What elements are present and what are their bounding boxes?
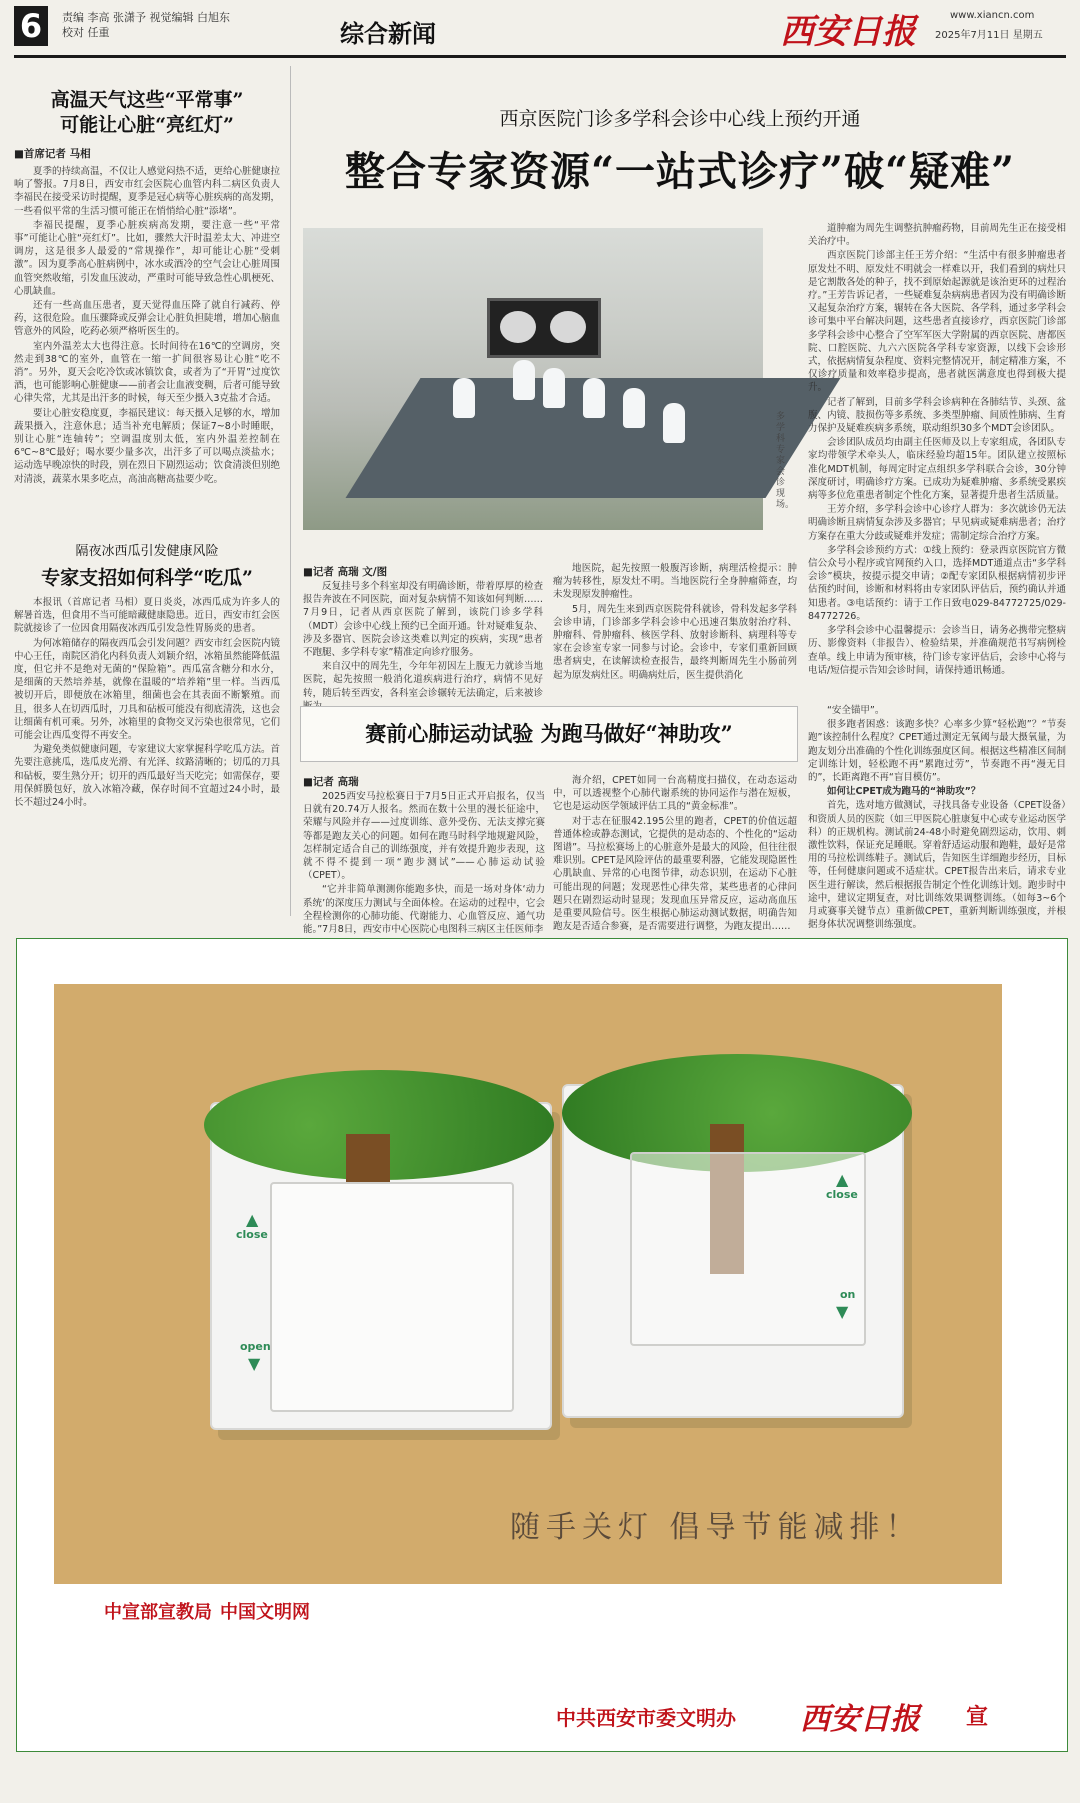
article-subtitle: 隔夜冰西瓜引发健康风险 [75,544,219,559]
poster-credit: 中宣部宣教局 [104,1602,212,1623]
ct-scan-display [487,298,601,358]
doctor-figure [513,360,535,400]
photo-caption: 多学科专家会诊现场。 [776,412,795,510]
switch-rocker-left [270,1182,514,1412]
article-col-2 [553,774,797,933]
paragraph: 还有一些高血压患者，夏天觉得血压降了就自行减药、停药，这很危险。血压骤降或反弹会让心脏负担陡增，增加心脑血管意外的风险，吃药必须严格听医生的。 [14,300,281,338]
paragraph: 多学科会诊中心温馨提示：会诊当日，请务必携带完整病历、影像资料（非报告）、检验结果，并准确规范书写病例检查单。线上申请为预审核，待门诊专家评估后，会诊中心将与电话/短信提示告知会诊时间，请保持通讯畅通。 [808,625,1066,676]
paragraph: 多学科会诊预约方式：①线上预约：登录西京医院官方微信公众号小程序或官网预约入口，选择MDT通道点击“多学科会诊”模块，按提示提交申请；②配专家团队根据病情初步评估预约时间，诊断和材料将由专家团队评估后，预约确认并通知患者。③电话预约：请于工作日致电029-84772725/029-84772726。 [808,544,1066,622]
title-line-1: 高温天气这些“平常事” [50,89,244,111]
doctor-figure [583,378,605,418]
article-headline: 整合专家资源“一站式诊疗”破“疑难” [344,148,1016,195]
down-arrow-icon: ▼ [836,1302,849,1321]
paragraph: 为避免类似健康问题，专家建议大家掌握科学吃瓜方法。首先要注意挑瓜，选瓜皮光滑、有光泽、纹路清晰的；切瓜的刀具和砧板，要生熟分开；切开的西瓜最好当天吃完；如需保存，要用保鲜膜包好，放入冰箱冷藏，保存时间不宜超过24小时，最长不超过24小时。 [14,744,281,809]
page-header [0,0,1080,62]
byline: ■记者 高瑞 [303,776,359,788]
article-watermelon [14,540,280,936]
paragraph: 西京医院门诊部主任王芳介绍：“生活中有很多肿瘤患者原发灶不明、原发灶不明就会一样难以开，我们看到的病灶只是它割散各处的种子，找不到原始起源就是该治更环的过程治疗。”王芳告诉记者，一些疑难复杂病病患者因为没有明确诊断又起复杂治疗方案，辗转在各大医院、各学科，通过多学科会诊可集中平台解决问题，这些患者直接诊疗，西京医院门诊部多学科会诊中心整合了空军军医大学附属的西京医院、唐都医院、口腔医院、九六六医院各学科专家资源，以线下会诊形式，依据病情复杂程度、资料完整情况开，制定精准方案，不仅诊疗质量和效率稳步提高，患者就医满意度也得到极大提升。 [808,250,1066,394]
page-number: 6 [14,6,48,46]
close-label: close [236,1228,268,1241]
issue-date: 2025年7月11日 星期五 [935,30,1043,41]
byline: ■首席记者 马相 [14,148,91,160]
staff-line-2: 校对 任重 [62,26,110,39]
article-body [14,596,280,936]
website-url[interactable]: www.xiancn.com [950,10,1035,21]
paragraph: 反复挂号多个科室却没有明确诊断，带着厚厚的检查报告奔波在不同医院，面对复杂病情不知该如何判断……7月9日，记者从西京医院了解到，该院门诊多学科（MDT）会诊中心线上预约已全面开通。针对疑难复杂、涉及多器官、医院会诊这类难以判定的疾病，实现“患者不跑腿、多学科专家”精准定向诊疗服务。 [303,581,543,659]
doctor-figure [663,403,685,443]
column-divider [290,66,291,916]
paragraph: 会诊团队成员均由副主任医师及以上专家组成，各团队专家均带领学术牵头人，临床经验均超15年。团队建立按照标准化MDT机制，每周定时定点组织多学科联合会诊，30分钟深度研讨，明确诊疗方案。已成功为疑难肿瘤、多系统受累疾病等多位危重患者制定个性化方案，显著提升患者生活质量。 [808,437,1066,502]
paragraph: “它并非简单测测你能跑多快，而是一场对身体‘动力系统’的深度压力测试与全面体检。在运动的过程中，它会全程检测你的心肺功能、代谢能力、心血管反应、通气功能。”7月8日，西安市中心医院心电图科三病区主任医师李 [303,884,545,936]
article-title: 专家支招如何科学“吃瓜” [41,567,253,589]
article-title [14,88,280,138]
poster-credit: 中国文明网 [220,1602,310,1623]
article-title: 赛前心肺运动试验 为跑马做好“神助攻” [365,721,733,746]
paragraph: 对于志在征服42.195公里的跑者，CPET的价值远超普通体检或静态测试，它提供的是动态的、个性化的“运动图谱”。马拉松赛场上的心脏意外是最大的风险，但往往很难识别。CPET是风险评估的最重要利器，它能发现隐匿性心肌缺血、异常的心电图节律，动态识别，在运动下心脏可能出现的问题；发现恶性心律失常，某些患者的心律问题只在剧烈运动时显现；发现血压异常反应，运动高血压是重要风险信号。医生根据心肺运动测试数据，明确告知跑友是否适合参赛，是否需要进行调整，为跑友提出…… [553,815,797,933]
doctor-figure [543,368,565,408]
paragraph: 如何让CPET成为跑马的“神助攻”？ [827,786,981,798]
paragraph: 王芳介绍，多学科会诊中心诊疗人群为：多次就诊仍无法明确诊断且病情复杂涉及多器官；早见病或疑难病患者；治疗方案存在重大分歧或疑难并发症；需制定综合治疗方案。 [808,504,1066,542]
article-col-3 [808,704,1066,930]
article-heat-heart [14,88,281,485]
footer-office: 中共西安市委文明办 [556,1706,736,1730]
footer-xuan-mark: 宣 [966,1704,989,1730]
on-label: on [840,1288,856,1301]
down-arrow-icon: ▼ [248,1354,261,1373]
poster-slogan: 随手关灯 倡导节能减排！ [510,1510,922,1545]
title-line-2: 可能让心脏“亮红灯” [60,114,234,136]
up-arrow-icon: ▲ [836,1170,849,1189]
paragraph: 道肿瘤为周先生调整抗肿瘤药物，目前周先生正在接受相关治疗中。 [808,223,1066,248]
open-label: open [240,1340,271,1353]
paragraph: 5月，周先生来到西京医院骨科就诊，骨科发起多学科会诊申请，门诊部多学科会诊中心迅速召集放射治疗科、肿瘤科、骨肿瘤科、核医学科、放射诊断科、病理科等专家在会诊室专家一同参与讨论。会诊中，专家们重新回顾患者病史，在读解读检查报告，最终判断周先生小肠前列起为原发病灶区。明确病灶后，医生提供消化 [553,603,797,681]
paragraph: 为何冰箱储存的隔夜西瓜会引发问题？西安市红会医院内镜中心王任，南院区消化内科负责人刘颖介绍，冰箱虽然能降低温度，但它并不是绝对无菌的“保险箱”。西瓜富含糖分和水分，是细菌的天然培养基，就像在温暖的“培养箱”里一样。当西瓜被切开后，即便放在冰箱里，细菌也会在其表面不断繁殖。而且，很多人在切西瓜时，刀具和砧板可能没有彻底清洗，这也会让细菌有机可乘。另外，冰箱里的食物交叉污染也很常见，它们可能会让西瓜变得不再安全。 [14,637,281,742]
article-body [14,165,281,485]
article-col-1 [303,790,545,936]
article-col-1 [303,580,543,699]
switch-rocker-right [630,1152,866,1346]
paragraph: 要让心脏安稳度夏，李福民建议：每天摄入足够的水，增加蔬果摄入，注意休息；适当补充电解质；保证7~8小时睡眠，别让心脏“连轴转”；空调温度别太低，室内外温差控制在6℃~8℃最好；喝水要少量多次，出汗多了可以喝点淡盐水；运动选早晚凉快的时段，别在烈日下剧烈运动；饮食清淡但别绝对清淡，蔬菜水果多吃点，高油高糖高盐要少吃。 [14,407,281,485]
cpet-title-box [300,706,798,762]
paragraph: 本报讯（首席记者 马相）夏日炎炎，冰西瓜成为许多人的解暑首选，但食用不当可能暗藏健康隐患。近日，西安市红会医院就接诊了一位因食用隔夜冰西瓜引发急性胃肠炎的患者。 [14,597,281,635]
paragraph: 首先，选对地方做测试，寻找具备专业设备（CPET设备）和资质人员的医院（如三甲医院心脏康复中心或专业运动医学科）的正规机构。测试前24-48小时避免剧烈运动，饮用、刺激性饮料，保证充足睡眠。穿着舒适运动服和跑鞋，最好是常用的马拉松训练鞋子。测试后，告知医生详细跑步经历，目标等，任何健康问题或不适症状。CPET报告出来后，请求专业医生进行解读，然后根据报告制定个性化训练计划。跑步时中途中，建议定期复查，对比训练效果调整训练。（如每3~6个月或赛事关键节点）重新做CPET，重新判断训练强度，并根据身体状况调整训练强度。 [808,800,1066,931]
staff-line-1: 责编 李高 张潇予 视觉编辑 白旭东 [62,11,230,24]
paragraph: 室内外温差太大也得注意。长时间待在16℃的空调房，突然走到38℃的室外，血管在一缩一扩间很容易让心脏“吃不消”。另外，夏天会吃冷饮或冰镇饮食，或者为了“开胃”过度饮酒，也可能影响心脏健康——前者会让血液变稠，后者可能导致心律失常，尤其是出汗多的时候，每天至少摄入3克盐才合适。 [14,340,281,405]
section-title: 综合新闻 [340,20,436,48]
byline: ■记者 高瑞 文/图 [303,566,388,578]
footer-paper-logo: 西安日报 [800,1702,920,1737]
paragraph: 很多跑者困惑：该跑多快？心率多少算“轻松跑”？“节奏跑”该控制什么程度？CPET通过测定无氧阈与最大摄氧量，为跑友划分出准确的个性化训练强度区间。根据这些精准区间制定训练计划，轻松跑不再“累跑过劳”，节奏跑不再“漫无目的”，长距离跑不再“盲目模仿”。 [808,719,1066,784]
poster-artwork [54,984,1002,1584]
paragraph: 地医院，起先按照一般腹泻诊断，病理活检提示：肿瘤为转移性，原发灶不明。当地医院行全身肿瘤筛查，均未发现原发肿瘤性。 [553,563,797,601]
paragraph: “安全锚甲”。 [827,705,885,716]
article-col-2 [553,562,797,681]
consultation-photo [303,228,763,530]
paragraph: 2025西安马拉松赛日于7月5日正式开启报名，仅当日就有20.74万人报名。然而在数十公里的漫长征途中，荣耀与风险并存——过度训练、意外受伤、无法支撑完赛等都是跑友关心的问题。如何在跑马时科学地规避风险，怎样制定适合自己的训练强度，并有效提升跑步表现，这就不得不提到一项“跑步测试”——心肺运动试验（CPET）。 [303,791,545,882]
doctor-figure [623,388,645,428]
paragraph: 李福民提醒，夏季心脏疾病高发期，要注意一些“平常事”可能让心脏“亮红灯”。比如，骤然大汗时温差太大、冲进空调房，这是很多人最爱的“常规操作”，却可能让心脏“受刺激”。因为夏季高心脏病例中，冰水或酒冷的空气会让心脏周围血管突然收缩，引发血压波动，严重时可能导致急性心肌梗死、心肌缺血。 [14,219,281,297]
article-subtitle: 西京医院门诊多学科会诊中心线上预约开通 [499,108,861,130]
paragraph: 记者了解到，目前多学科会诊病种在各肺结节、头颈、盆腹、内镜、肢损伤等多系统、多类型肿瘤、间质性肺病、生育力保护及疑难疾病多系统，联动组织30多个MDT会诊团队。 [808,396,1066,435]
header-rule [14,55,1066,58]
article-col-3 [808,222,1066,676]
paragraph: 海介绍，CPET如同一台高精度扫描仪，在动态运动中，可以透视整个心肺代谢系统的协同运作与潜在短板，它也是运动医学领域评估工具的“黄金标准”。 [553,775,797,813]
close-label: close [826,1188,858,1201]
doctor-figure [453,378,475,418]
paragraph: 来自汉中的周先生，今年年初因左上腹无力就诊当地医院，起先按照一般消化道疾病进行治疗，病情不见好转，随后转至西安，各科室会诊辗转无法确定，后来被诊 [303,661,543,699]
staff-credits [62,10,282,40]
paragraph: 夏季的持续高温，不仅让人感觉闷热不适，更给心脏健康拉响了警报。7月8日，西安市红会医院心血管内科二病区负责人李福民在接受采访时提醒，夏季是冠心病等心脏疾病的高发期，一些看似平常的生活习惯可能正在悄悄给心脏“添堵”。 [14,166,281,217]
newspaper-logo: 西安日报 [780,12,916,52]
up-arrow-icon: ▲ [246,1210,259,1229]
